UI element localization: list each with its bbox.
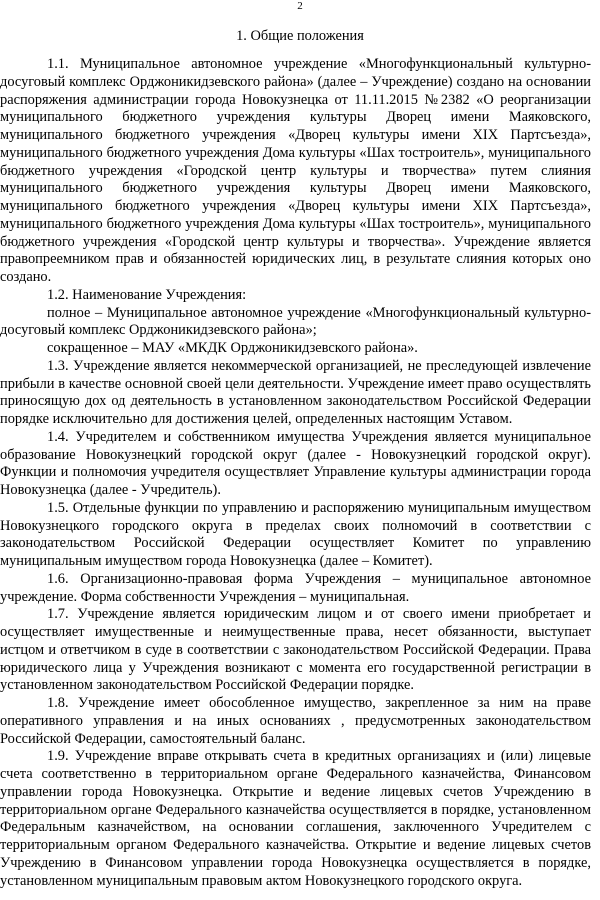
- paragraph-short-name: сокращенное – МАУ «МКДК Орджоникидзевского района».: [47, 340, 418, 356]
- paragraph-1-8: 1.8. Учреждение имеет обособленное имущество, закрепленное за ним на праве оперативного управления и на иных основаниях , предусмотренных законодательством Российской Федерации, самостоятельный баланс.: [0, 695, 591, 747]
- paragraph-1-4: 1.4. Учредителем и собственником имущества Учреждения является муниципальное образование Новокузнецкий городской округ (далее - Новокузнецкий городской округ). Функции и полномочия учредителя осуществляет Управление культуры администрации города Новокузнецка (далее - Учредитель).: [0, 428, 591, 498]
- page-number: 2: [297, 0, 303, 12]
- paragraph-1-7: 1.7. Учреждение является юридическим лицом и от своего имени приобретает и осуществляет имущественные и неимущественные права, несет обязанности, выступает истцом и ответчиком в суде в соответствии с законодательством Российской Федерации. Права юридического лица у Учреждения возникают с момента его государственной регистрации в установленном законодательством Российской Федерации порядке.: [0, 606, 591, 694]
- paragraph-1-1: 1.1. Муниципальное автономное учреждение «Многофункциональный культурно-досуговый комплекс Орджоникидзевского района» (далее – Учреждение) создано на основании распоряжения администрации города Новокузнецка от 11.11.2015 №2382 «О реорганизации муниципального бюджетного учреждения культуры Дворец имени Маяковского, муниципального бюджетного учреждения «Дворец культуры имени XIX Партсъезда», муниципального бюджетного учреждения Дома культуры «Шах тостроитель», муниципального бюджетного учреждения «Городской центр культуры и творчества» путем слияния муниципального бюджетного учреждения культуры Дворец имени Маяковского, муниципального бюджетного учреждения «Дворец культуры имени XIX Партсъезда», муниципального бюджетного учреждения Дома культуры «Шах тостроитель», муниципального бюджетного учреждения «Городской центр культуры и творчества». Учреждение является правопреемником прав и обязанностей юридических лиц, в результате слияния которых оно создано.: [0, 56, 591, 285]
- paragraph-1-9: 1.9. Учреждение вправе открывать счета в кредитных организациях и (или) лицевые счета соответственно в территориальном органе Федерального казначейства, Финансовом управлении города Новокузнецка. Открытие и ведение лицевых счетов Учреждению в территориальном органе Федерального казначейства осуществляется в порядке, установленном Федеральным казначейством, на основании соглашения, заключенного Учредителем с территориальным органом Федерального казначейства. Открытие и ведение лицевых счетов Учреждению в Финансовом управлении города Новокузнецка осуществляется в порядке, установленном муниципальным правовым актом Новокузнецкого городского округа.: [0, 748, 591, 889]
- paragraph-1-2: 1.2. Наименование Учреждения:: [47, 286, 247, 303]
- paragraph-1-5: 1.5. Отдельные функции по управлению и распоряжению муниципальным имуществом Новокузнецкого городского округа в пределах своих полномочий в соответствии с законодательством Российской Федерации осуществляет Комитет по управлению муниципальным имуществом города Новокузнецка (далее – Комитет).: [0, 499, 591, 569]
- paragraph-full-name: полное – Муниципальное автономное учреждение «Многофункциональный культурно-досуговый комплекс Орджоникидзевского района»;: [0, 304, 591, 339]
- paragraph-1-3: 1.3. Учреждение является некоммерческой организацией, не преследующей извлечение прибыли в качестве основной своей цели деятельности. Учреждение имеет право осуществлять приносящую дох од деятельность в установленном законодательством Российской Федерации порядке исключительно для достижения целей, определенных настоящим Уставом.: [0, 357, 591, 427]
- paragraph-1-6: 1.6. Организационно-правовая форма Учреждения – муниципальное автономное учреждение. Форма собственности Учреждения – муниципальная.: [0, 570, 591, 605]
- document-body: [0, 56, 591, 890]
- section-title: 1. Общие положения: [236, 28, 364, 44]
